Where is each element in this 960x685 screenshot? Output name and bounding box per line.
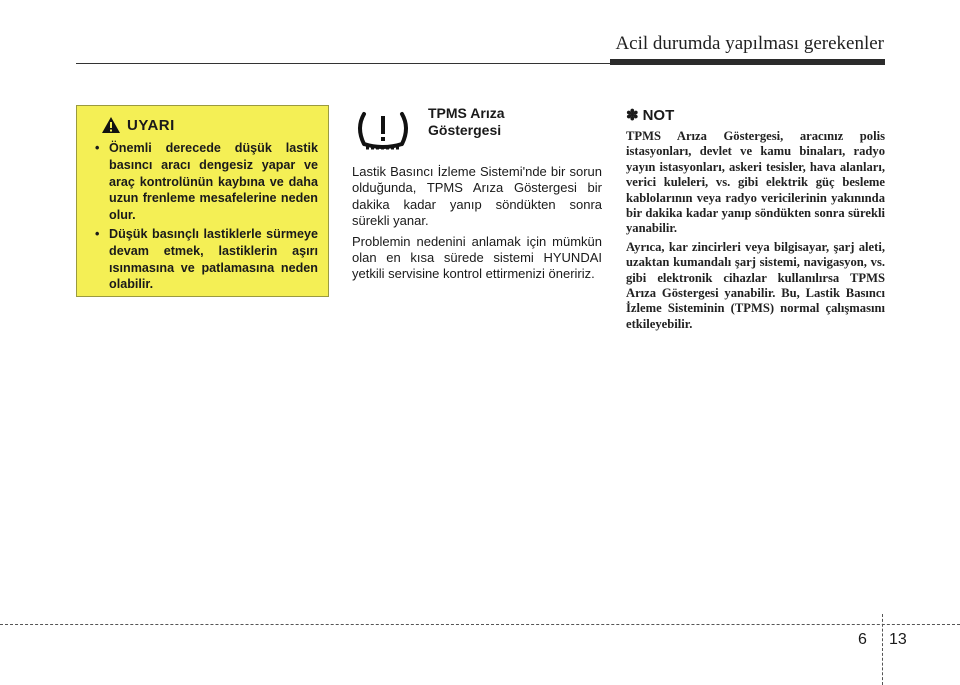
tpms-body	[352, 164, 602, 287]
warning-header	[101, 116, 318, 134]
tpms-paragraph: Lastik Basıncı İzleme Sistemi'nde bir sorun olduğunda, TPMS Arıza Göstergesi bir dakika kadar yanıp söndükten sonra sürekli yanar.	[352, 164, 602, 229]
warning-item-text: Düşük basınçlı lastiklerle sürmeye devam etmek, lastiklerin aşırı ısınmasına ve patlamasına neden olabilir.	[109, 226, 318, 292]
header-rule	[76, 63, 612, 64]
tpms-paragraph: Problemin nedenini anlamak için mümkün olan en kısa sürede sistemi HYUNDAI yetkili servisine kontrol ettirmenizi öneririz.	[352, 233, 602, 282]
warning-item-text: Önemli derecede düşük lastik basıncı aracı dengesiz yapar ve araç kontrolünün kaybına ve daha uzun frenleme mesafelerine neden olur.	[109, 141, 318, 223]
tpms-title-line: Göstergesi	[428, 122, 502, 138]
section-number: 6	[858, 631, 867, 648]
warning-list	[87, 140, 318, 293]
warning-item: • Önemli derecede düşük lastik basıncı aracı dengesiz yapar ve araç kontrolünün kaybına ve daha uzun frenleme mesafelerine neden olur.	[95, 141, 318, 223]
tpms-section-title	[428, 105, 598, 139]
note-star-icon: ✽	[626, 107, 639, 124]
page-number: 13	[889, 631, 907, 648]
tpms-warning-icon	[352, 106, 414, 154]
warning-item: • Düşük basınçlı lastiklerle sürmeye devam etmek, lastiklerin aşırı ısınmasına ve patlamasına neden olabilir.	[95, 226, 318, 292]
header-title: Acil durumda yapılması gerekenler	[615, 33, 884, 54]
warning-title: UYARI	[127, 116, 175, 134]
footer-divider	[882, 614, 883, 685]
note-paragraph: TPMS Arıza Göstergesi, aracınız polis istasyonları, devlet ve kamu binaları, radyo yayın istasyonları, askeri tesisler, hava alanları, verici kuleleri, vs. gibi elektrik güç besleme kablolarının veya radyo vericilerinin yakınında bir dakika kadar yanıp söndükten sonra sürekli yanabilir.	[626, 129, 885, 236]
header-rule-accent	[610, 59, 885, 65]
tpms-title-line: TPMS Arıza	[428, 105, 505, 121]
warning-triangle-icon	[101, 116, 121, 134]
footer-rule	[0, 624, 960, 625]
note-header	[626, 106, 674, 124]
note-paragraph: Ayrıca, kar zincirleri veya bilgisayar, şarj aleti, uzaktan kumandalı şarj sistemi, navigasyon, vs. gibi elektronik cihazlar kullanılırsa TPMS Arıza Göstergesi yanabilir. Bu, Lastik Basıncı İzleme Sisteminin (TPMS) normal çalışmasını etkileyebilir.	[626, 239, 885, 331]
note-title: NOT	[642, 106, 675, 124]
note-body	[626, 129, 885, 335]
warning-box	[76, 105, 329, 297]
